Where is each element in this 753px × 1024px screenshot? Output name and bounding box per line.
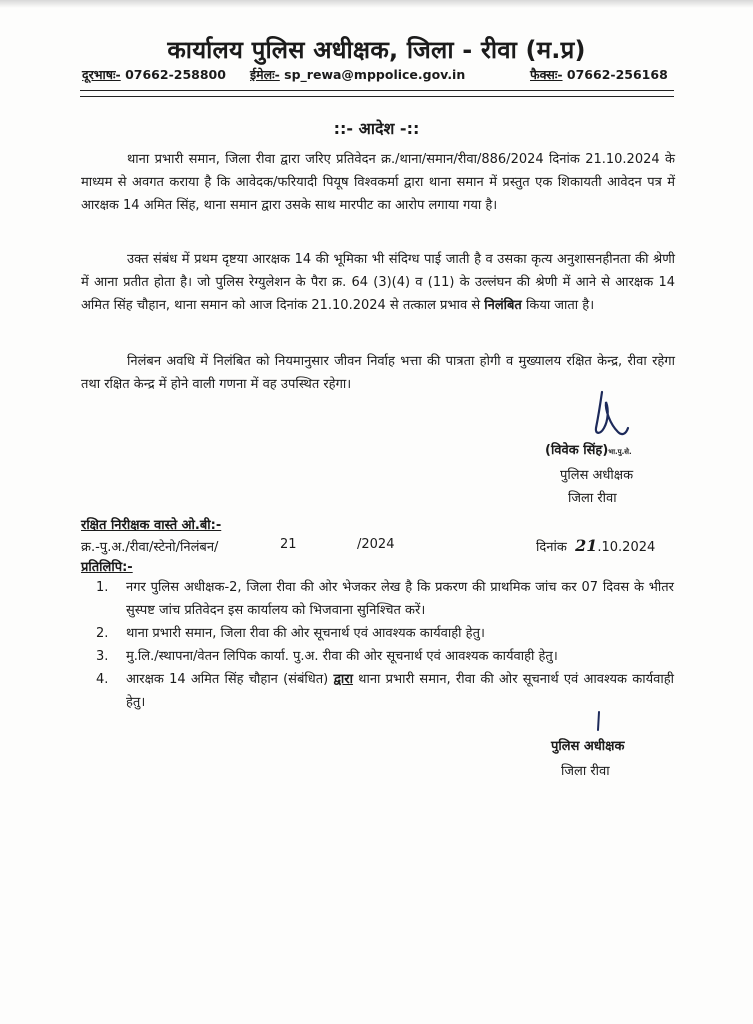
paragraph-2-end: किया जाता है। (521, 298, 595, 313)
phone-number: 07662-258800 (125, 67, 226, 82)
dispatch-heading: रक्षित निरीक्षक वास्ते ओ.बी:- (81, 518, 222, 533)
item-text-end: थाना प्रभारी समान, रीवा की ओर सूचनार्थ एवं आवश्यक कार्यवाही हेतु। (126, 672, 674, 710)
date-label: दिनांक (536, 540, 567, 555)
scan-edge (0, 0, 753, 8)
header-divider-top (80, 90, 674, 91)
phone-label: दूरभाषः- (82, 67, 121, 82)
item-number: 4. (96, 672, 109, 687)
email-address: sp_rewa@mppolice.gov.in (284, 67, 466, 82)
signatory-district: जिला रीवा (568, 491, 617, 506)
order-heading: ::- आदेश -:: (333, 119, 420, 138)
list-item (96, 622, 674, 645)
email-label: ईमेलः- (250, 67, 280, 82)
suspended-word: निलंबित (484, 298, 522, 313)
copy-list (96, 576, 674, 714)
handwritten-day: 21 (575, 536, 598, 555)
paragraph-2-text: उक्त संबंध में प्रथम दृष्टया आरक्षक 14 की भूमिका भी संदिग्ध पाई जाती है व उसका कृत्य अनुशासनहीनता की श्रेणी में आना प्रतीत होता है। जो पुलिस रेग्युलेशन के पैरा क्र. 64 (3)(4) व (11) के उल्लंघन की श्रेणी में आने से आरक्षक 14 अमित सिंह चौहान, थाना समान को आज दिनांक 21.10.2024 से तत्काल प्रभाव से (81, 252, 675, 313)
closing-district: जिला रीवा (561, 764, 610, 779)
header-divider-bottom (80, 96, 674, 97)
list-item (96, 576, 674, 622)
reference-prefix: क्र.-पु.अ./रीवा/स्टेनो/निलंबन/ (81, 540, 219, 555)
underlined-word: द्वारा (333, 672, 353, 687)
item-text: नगर पुलिस अधीक्षक-2, जिला रीवा की ओर भेजकर लेख है कि प्रकरण की प्राथमिक जांच कर 07 दिवस के भीतर सुस्पष्ट जांच प्रतिवेदन इस कार्यालय को भिजवाना सुनिश्चित करें। (126, 580, 674, 618)
item-text: आरक्षक 14 अमित सिंह चौहान (संबंधित) (126, 672, 334, 687)
officer-name: (विवेक सिंह) (545, 443, 609, 458)
handwritten-mark (594, 710, 604, 732)
office-title: कार्यालय पुलिस अधीक्षक, जिला - रीवा (म.प्र) (167, 36, 586, 64)
reference-year: /2024 (357, 537, 395, 552)
service-suffix: भा.पु.से. (608, 448, 632, 456)
list-item (96, 645, 674, 668)
signatory-name (545, 440, 632, 458)
dispatch-date (536, 536, 655, 555)
order-paragraph-1: थाना प्रभारी समान, जिला रीवा द्वारा जरिए प्रतिवेदन क्र./थाना/समान/रीवा/886/2024 दिनांक 21.10.2024 के माध्यम से अवगत कराया है कि आवेदक/फरियादी पियूष विश्वकर्मा द्वारा थाना समान में प्रस्तुत एक शिकायती आवेदन पत्र में आरक्षक 14 अमित सिंह, थाना समान द्वारा उसके साथ मारपीट का आरोप लगाया गया है। (81, 152, 675, 213)
item-number: 2. (96, 626, 109, 641)
fax-info (530, 66, 668, 83)
item-text: थाना प्रभारी समान, जिला रीवा की ओर सूचनार्थ एवं आवश्यक कार्यवाही हेतु। (126, 626, 485, 641)
order-paragraph-3: निलंबन अवधि में निलंबित को नियमानुसार जीवन निर्वाह भत्ता की पात्रता होगी व मुख्यालय रक्षित केन्द्र, रीवा रहेगा तथा रक्षित केन्द्र में होने वाली गणना में वह उपस्थित रहेगा। (81, 354, 675, 392)
reference-number: 21 (280, 537, 297, 552)
email-info (250, 66, 465, 83)
handwritten-signature (584, 388, 634, 448)
date-month-year: .10.2024 (597, 540, 656, 555)
list-item (96, 668, 674, 714)
copy-heading: प्रतिलिपि:- (81, 560, 133, 575)
fax-label: फैक्सः- (530, 67, 563, 82)
phone-info (82, 66, 226, 83)
item-number: 1. (96, 580, 109, 595)
order-paragraph-2 (81, 248, 675, 317)
item-number: 3. (96, 649, 109, 664)
closing-designation: पुलिस अधीक्षक (551, 739, 625, 754)
item-text: मु.लि./स्थापना/वेतन लिपिक कार्या. पु.अ. रीवा की ओर सूचनार्थ एवं आवश्यक कार्यवाही हेतु। (126, 649, 558, 664)
fax-number: 07662-256168 (566, 67, 668, 82)
signatory-designation: पुलिस अधीक्षक (560, 468, 634, 483)
